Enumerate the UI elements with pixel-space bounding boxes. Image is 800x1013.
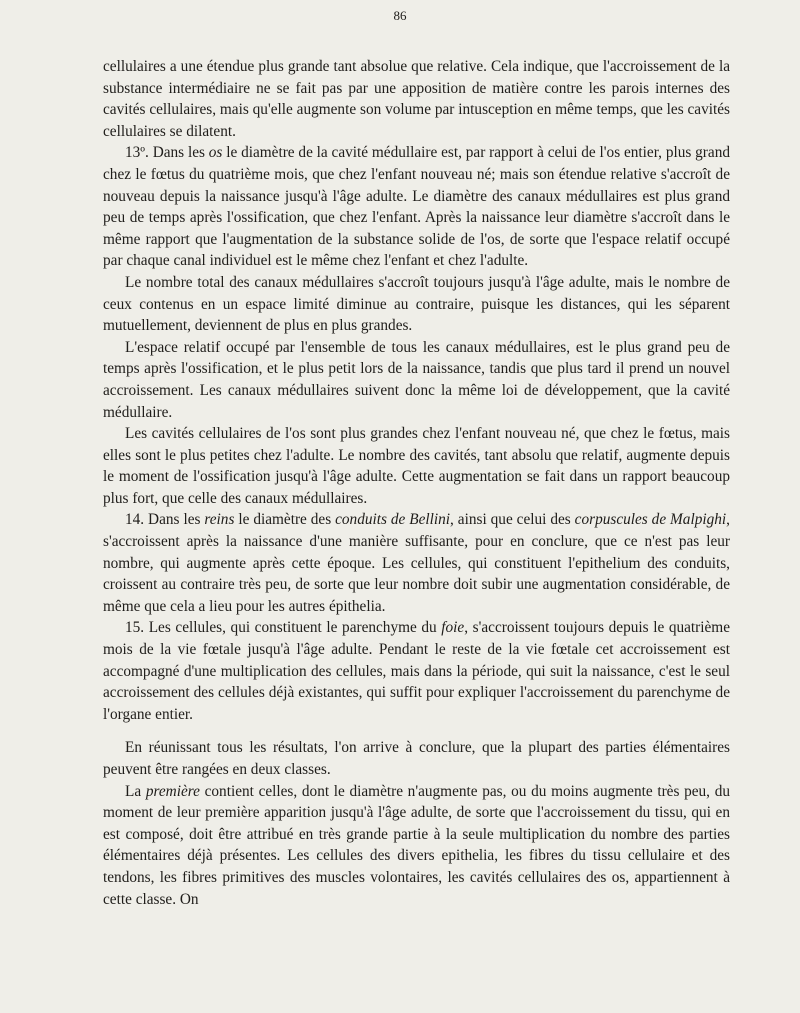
text-run: , s'accroissent toujours depuis le quatrième mois de la vie fœtale jusqu'à l'âge adulte. Pendant le reste de la vie fœtale cet accroissement est accompagné d'une multiplication des cellules, mais dans la période, qui suit la naissance, c'est le seul accroissement des cellules déjà existantes, qui suffit pour expliquer l'accroissement du parenchyme de l'organe entier. [103, 619, 730, 723]
italic-term: première [145, 782, 200, 800]
paragraph [103, 272, 730, 337]
paragraph [103, 781, 730, 911]
paragraph [103, 509, 730, 617]
text-run: Les cavités cellulaires de l'os sont plus grandes chez l'enfant nouveau né, que chez le fœtus, mais elles sont le plus petites chez l'adulte. Le nombre des cavités, tant absolu que relatif, augmente depuis le moment de l'ossification jusqu'à l'âge adulte. Cette augmentation se fait dans un rapport beaucoup plus fort, que celle des canaux médullaires. [103, 425, 730, 507]
text-run: cellulaires a une étendue plus grande tant absolue que relative. Cela indique, que l'accroissement de la substance intermédiaire ne se fait pas par une apposition de matière contre les parois internes des cavités cellulaires, mais qu'elle augmente son volume par intusception en même temps, que les cavités cellulaires se dilatent. [103, 58, 730, 140]
text-run: , s'accroissent après la naissance d'une manière suffisante, pour en conclure, que ce n'est pas leur nombre, qui augmente après cette époque. Les cellules, qui constituent l'epithelium des conduits, croissent au contraire très peu, de sorte que leur nombre doit subir une augmentation considérable, de même que cela a lieu pour les autres épithelia. [103, 511, 730, 615]
text-run: le diamètre de la cavité médullaire est, par rapport à celui de l'os entier, plus grand chez le fœtus du quatrième mois, que chez l'enfant nouveau né; mais son étendue relative s'accroît de nouveau depuis la naissance jusqu'à l'âge adulte. Le diamètre des canaux médullaires est plus grand peu de temps après l'ossification, que chez l'enfant. Après la naissance leur diamètre s'accroît dans le même rapport que l'augmentation de la substance solide de l'os, de sorte que l'espace relatif occupé par chaque canal individuel est le même chez l'enfant et chez l'adulte. [103, 144, 730, 270]
italic-term: reins [204, 511, 235, 529]
text-run: 14. Dans les [125, 511, 205, 529]
italic-term: os [208, 144, 223, 162]
paragraph [103, 56, 730, 142]
text-run: 13º. Dans les [125, 144, 209, 162]
body-text [103, 56, 730, 910]
page-number: 86 [393, 8, 407, 23]
text-run: contient celles, dont le diamètre n'augmente pas, ou du moins augmente très peu, du moment de leur première apparition jusqu'à l'âge adulte, de sorte que l'accroissement du tissu, qui en est composé, doit être attribué en très grande partie à la seule multiplication du nombre des parties élémentaires déjà présentes. Les cellules des divers epithelia, les fibres du tissu cellulaire et des tendons, les fibres primitives des muscles volontaires, les cavités cellulaires des os, appartiennent à cette classe. On [103, 782, 730, 908]
text-run: , ainsi que celui des [450, 511, 575, 529]
text-run: La [125, 782, 146, 800]
paragraph [103, 737, 730, 780]
paragraph [103, 142, 730, 272]
paragraph [103, 423, 730, 509]
text-run: 15. Les cellules, qui constituent le parenchyme du [125, 619, 442, 637]
text-run: En réunissant tous les résultats, l'on arrive à conclure, que la plupart des parties élémentaires peuvent être rangées en deux classes. [103, 739, 730, 778]
paragraph [103, 617, 730, 725]
italic-term: conduits de Bellini [335, 511, 451, 529]
paragraph [103, 337, 730, 423]
italic-term: corpuscules de Malpighi [574, 511, 727, 529]
text-run: le diamètre des [234, 511, 336, 529]
text-run: L'espace relatif occupé par l'ensemble de tous les canaux médullaires, est le plus grand peu de temps après l'ossification, et le plus petit lors de la naissance, tandis que plus tard il prend un nouvel accroissement. Les canaux médullaires suivent donc la même loi de développement, que la cavité médullaire. [103, 338, 730, 421]
italic-term: foie [441, 619, 465, 637]
text-run: Le nombre total des canaux médullaires s'accroît toujours jusqu'à l'âge adulte, mais le nombre de ceux contenus en un espace limité diminue au contraire, puisque les distances, qui les séparent mutuellement, deviennent de plus en plus grandes. [103, 273, 730, 335]
